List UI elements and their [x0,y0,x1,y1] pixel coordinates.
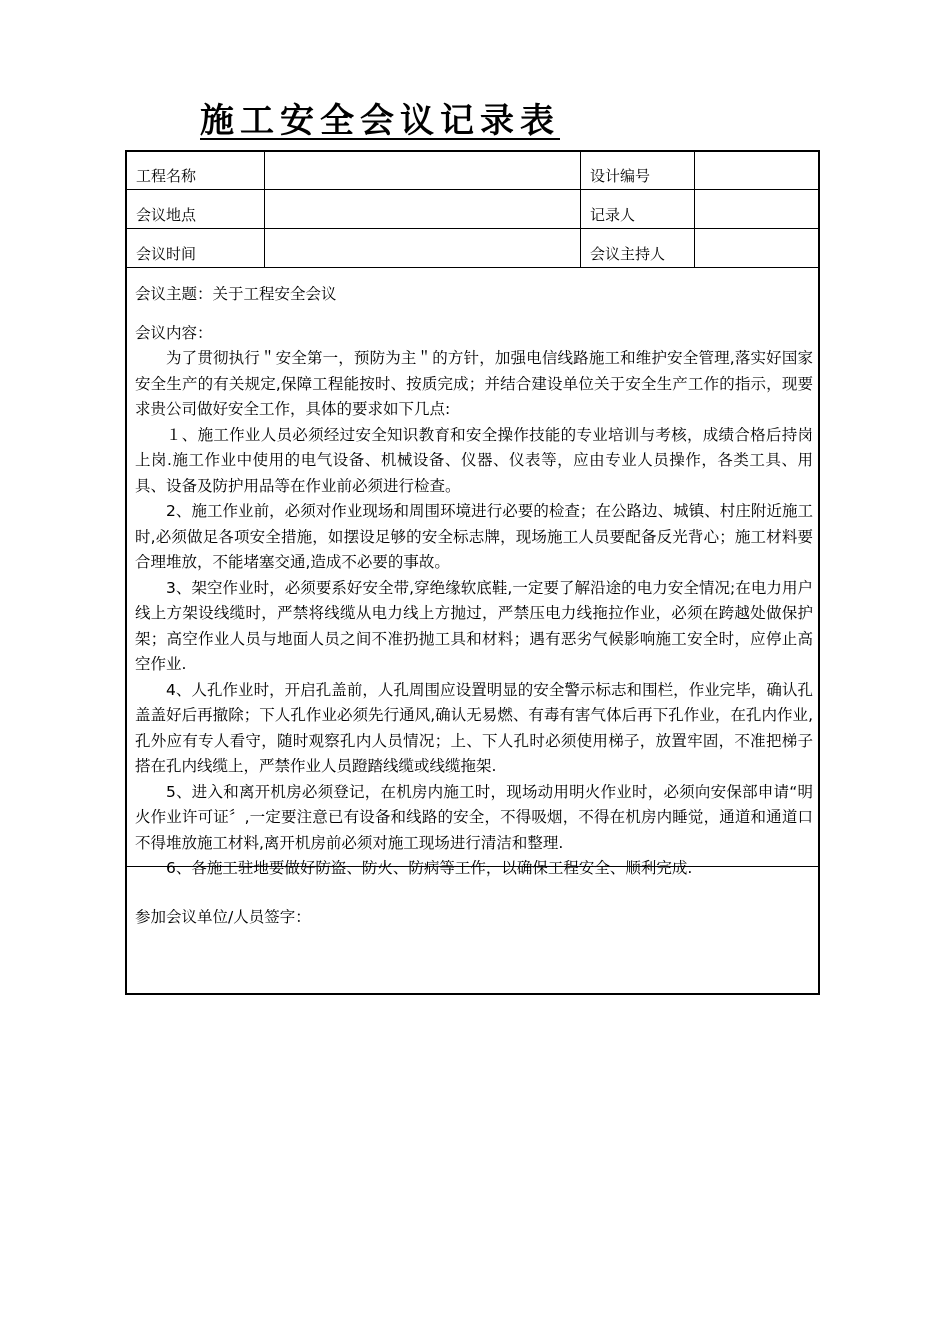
col-divider [580,151,581,267]
project-name-field[interactable] [272,166,572,186]
col-divider [264,151,265,267]
location-label: 会议地点 [136,206,197,224]
signature-label: 参加会议单位/人员签字： [135,908,311,926]
host-label: 会议主持人 [590,245,666,263]
project-name-label: 工程名称 [136,167,197,185]
content-intro: 为了贯彻执行＂安全第一，预防为主＂的方针，加强电信线路施工和维护安全管理,落实好国家安全生产的有关规定,保障工程能按时、按质完成；并结合建设单位关于安全生产工作的指示，现要求贵公司做好安全工作，具体的要求如下几点: [135,349,813,418]
col-divider [694,151,695,267]
content-item: 6、各施工驻地要做好防盗、防火、防病等工作，以确保工程安全、顺利完成. [166,859,693,877]
content-item: １、施工作业人员必须经过安全知识教育和安全操作技能的专业培训与考核，成绩合格后持岗上岗.施工作业中使用的电气设备、机械设备、仪器、仪表等，应由专业人员操作，各类工具、用具、设备及防护用品等在作业前必须进行检查。 [135,425,813,495]
design-no-field[interactable] [702,166,810,186]
content-item: 3、架空作业时，必须要系好安全带,穿绝缘软底鞋,一定要了解沿途的电力安全情况;在电力用户线上方架设线缆时，严禁将线缆从电力线上方抛过，严禁压电力线拖拉作业，必须在跨越处做保护架；高空作业人员与地面人员之间不准扔抛工具和材料；遇有恶劣气候影响施工安全时，应停止高空作业. [135,578,813,673]
row-divider [126,267,818,268]
row-divider [126,189,818,190]
recorder-field[interactable] [702,205,810,225]
content-label: 会议内容： [135,323,213,342]
meeting-topic: 会议主题：关于工程安全会议 [135,285,337,303]
recorder-label: 记录人 [590,206,636,224]
design-no-label: 设计编号 [590,167,651,185]
time-field[interactable] [272,244,572,264]
location-field[interactable] [272,205,572,225]
row-divider [126,228,818,229]
content-item: 2、施工作业前，必须对作业现场和周围环境进行必要的检查；在公路边、城镇、村庄附近施工时,必须做足各项安全措施，如摆设足够的安全标志牌，现场施工人员要配备反光背心；施工材料要合理堆放，不能堵塞交通,造成不必要的事故。 [135,502,813,571]
content-item: 4、人孔作业时，开启孔盖前，人孔周围应设置明显的安全警示标志和围栏，作业完毕，确认孔盖盖好后再撤除；下人孔作业必须先行通风,确认无易燃、有毒有害气体后再下孔作业，在孔内作业,孔外应有专人看守，随时观察孔内人员情况；上、下人孔时必须使用梯子，放置牢固，不准把梯子搭在孔内线缆上，严禁作业人员蹬踏线缆或线缆拖架. [135,680,813,775]
host-field[interactable] [702,244,810,264]
content-item: 5、进入和离开机房必须登记，在机房内施工时，现场动用明火作业时，必须向安保部申请“明火作业许可证〞,一定要注意已有设备和线路的安全，不得吸烟，不得在机房内睡觉，通道和通道口不得堆放施工材料,离开机房前必须对施工现场进行清洁和整理. [135,782,813,852]
meeting-content [135,282,813,882]
time-label: 会议时间 [136,245,197,263]
page-title: 施工安全会议记录表 [200,101,560,141]
